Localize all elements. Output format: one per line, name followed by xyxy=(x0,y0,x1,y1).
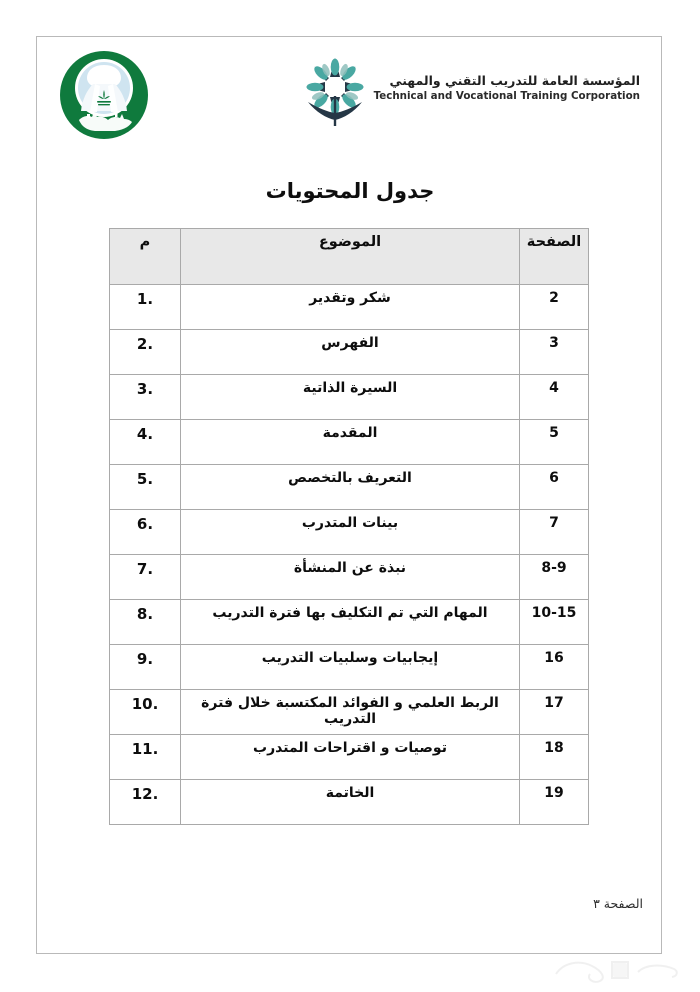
page-number-footer: الصفحة ٣ xyxy=(593,896,643,911)
cell-page: 5 xyxy=(520,420,589,465)
cell-subject: المقدمة xyxy=(181,420,520,465)
cell-page: 10-15 xyxy=(520,600,589,645)
page-title: جدول المحتويات xyxy=(265,179,435,203)
document-header xyxy=(37,37,663,149)
tvtc-star-emblem-icon xyxy=(304,54,366,128)
table-row xyxy=(110,735,589,780)
cell-number: 3. xyxy=(110,375,181,420)
column-header-number: م xyxy=(110,229,181,285)
table-row xyxy=(110,555,589,600)
table-row xyxy=(110,420,589,465)
cell-subject: الربط العلمي و الفوائد المكتسبة خلال فترة التدريب xyxy=(181,690,520,735)
table-row xyxy=(110,285,589,330)
cell-subject: الفهرس xyxy=(181,330,520,375)
cell-subject: توصيات و اقتراحات المتدرب xyxy=(181,735,520,780)
toc-table xyxy=(109,228,589,825)
cell-subject: شكر وتقدير xyxy=(181,285,520,330)
table-row xyxy=(110,690,589,735)
column-header-subject: الموضوع xyxy=(181,229,520,285)
table-row xyxy=(110,330,589,375)
tvtc-name-block xyxy=(374,74,640,108)
cell-subject: التعريف بالتخصص xyxy=(181,465,520,510)
cell-page: 19 xyxy=(520,780,589,825)
table-row xyxy=(110,645,589,690)
site-watermark-icon xyxy=(550,952,682,986)
cell-page: 8-9 xyxy=(520,555,589,600)
table-row xyxy=(110,465,589,510)
cell-subject: بينات المتدرب xyxy=(181,510,520,555)
cell-page: 2 xyxy=(520,285,589,330)
cell-page: 18 xyxy=(520,735,589,780)
table-row xyxy=(110,510,589,555)
tvtc-logo-lockup xyxy=(304,53,640,129)
cell-page: 7 xyxy=(520,510,589,555)
table-row xyxy=(110,600,589,645)
cell-number: 2. xyxy=(110,330,181,375)
cell-number: 10. xyxy=(110,690,181,735)
cell-page: 4 xyxy=(520,375,589,420)
table-row xyxy=(110,780,589,825)
toc-table-body xyxy=(110,285,589,825)
table-header-row xyxy=(110,229,589,285)
riyadh-circular-emblem-icon xyxy=(57,48,151,142)
cell-number: 1. xyxy=(110,285,181,330)
tvtc-arabic-name: المؤسسة العامة للتدريب التقني والمهني xyxy=(389,73,640,89)
table-row xyxy=(110,375,589,420)
cell-number: 12. xyxy=(110,780,181,825)
cell-subject: نبذة عن المنشأة xyxy=(181,555,520,600)
cell-page: 16 xyxy=(520,645,589,690)
table-of-contents xyxy=(110,228,589,825)
column-header-page: الصفحة xyxy=(520,229,589,285)
cell-number: 7. xyxy=(110,555,181,600)
page-border-frame xyxy=(36,36,662,954)
cell-number: 4. xyxy=(110,420,181,465)
cell-number: 8. xyxy=(110,600,181,645)
cell-number: 11. xyxy=(110,735,181,780)
cell-page: 6 xyxy=(520,465,589,510)
cell-number: 6. xyxy=(110,510,181,555)
tvtc-english-name: Technical and Vocational Training Corporation xyxy=(373,89,640,102)
cell-subject: الخاتمة xyxy=(181,780,520,825)
cell-page: 17 xyxy=(520,690,589,735)
cell-subject: السيرة الذاتية xyxy=(181,375,520,420)
cell-subject: إيجابيات وسلبيات التدريب xyxy=(181,645,520,690)
cell-number: 5. xyxy=(110,465,181,510)
cell-page: 3 xyxy=(520,330,589,375)
cell-subject: المهام التي تم التكليف بها فترة التدريب xyxy=(181,600,520,645)
cell-number: 9. xyxy=(110,645,181,690)
